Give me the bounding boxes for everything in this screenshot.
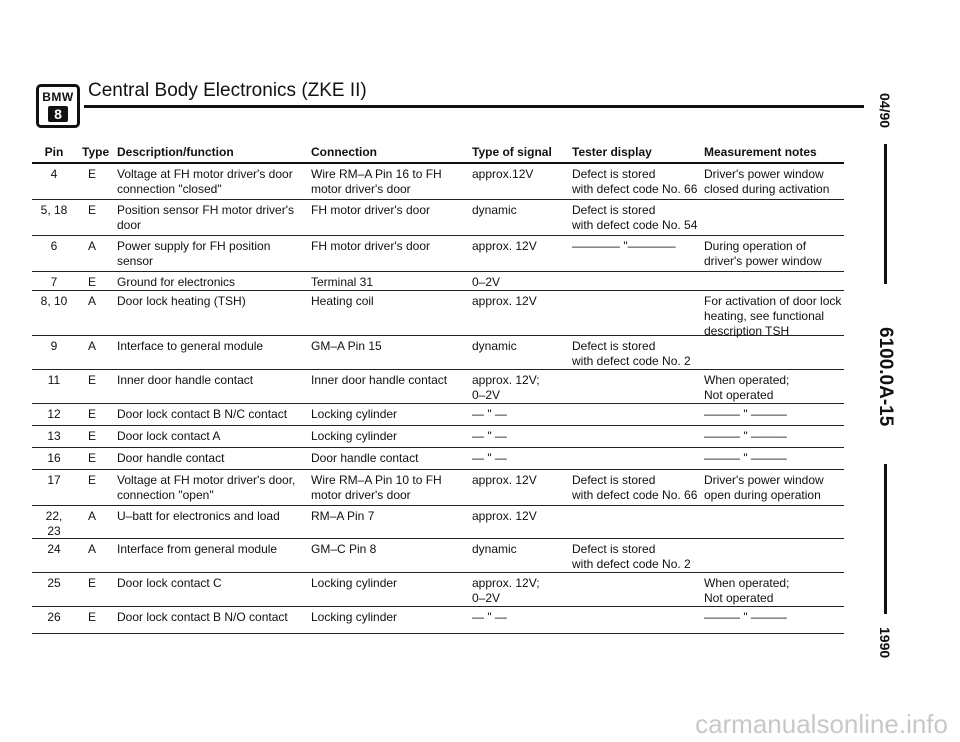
cell-line: 17 xyxy=(47,473,61,487)
connection-cell xyxy=(311,275,373,290)
column-header: Type of signal xyxy=(472,145,552,159)
connection-cell xyxy=(311,451,418,466)
cell-line: approx. 12V; xyxy=(472,576,540,590)
description-cell xyxy=(117,576,222,591)
type-cell: E xyxy=(87,275,96,289)
measurement-notes-cell xyxy=(704,167,829,197)
cell-line: Door lock heating (TSH) xyxy=(117,294,246,308)
type-cell: E xyxy=(87,610,96,624)
cell-line: connection "closed" xyxy=(117,182,222,196)
connection-cell xyxy=(311,429,397,444)
cell-line: During operation of xyxy=(704,239,807,253)
cell-line: Interface from general module xyxy=(117,542,278,556)
pin-cell xyxy=(32,294,76,309)
column-header: Connection xyxy=(311,145,377,159)
cell-line: When operated; xyxy=(704,576,790,590)
cell-line: Door lock contact B N/C contact xyxy=(117,407,288,421)
cell-line: 24 xyxy=(47,542,61,556)
cell-line: approx. 12V xyxy=(472,509,537,523)
signal-cell xyxy=(472,509,537,524)
table-row xyxy=(32,573,844,607)
cell-line: Inner door handle contact xyxy=(117,373,254,387)
pin-table xyxy=(32,142,844,634)
pin-cell xyxy=(32,576,76,591)
side-year: 1990 xyxy=(877,627,893,659)
cell-line: Wire RM–A Pin 16 to FH xyxy=(311,167,442,181)
cell-line: 8, 10 xyxy=(40,294,68,308)
cell-line: ——— " ——— xyxy=(704,407,787,421)
table-row xyxy=(32,506,844,539)
table-row xyxy=(32,336,844,370)
description-cell xyxy=(117,339,263,354)
pin-cell xyxy=(32,407,76,422)
cell-line: Not operated xyxy=(704,591,774,605)
column-header: Description/function xyxy=(117,145,234,159)
table-header xyxy=(32,142,844,164)
table-row xyxy=(32,607,844,634)
watermark: carmanualsonline.info xyxy=(695,709,948,739)
cell-line: ——— " ——— xyxy=(704,610,787,624)
measurement-notes-cell xyxy=(704,373,789,403)
type-cell: E xyxy=(87,451,96,465)
table-row xyxy=(32,448,844,470)
cell-line: Interface to general module xyxy=(117,339,264,353)
signal-cell xyxy=(472,451,507,466)
cell-line: driver's power window xyxy=(704,254,822,268)
cell-line: connection "open" xyxy=(117,488,214,502)
pin-cell xyxy=(32,275,76,290)
bmw-logo xyxy=(36,84,80,128)
cell-line: Heating coil xyxy=(311,294,374,308)
column-header: Measurement notes xyxy=(704,145,817,159)
cell-line: 25 xyxy=(47,576,61,590)
cell-line: with defect code No. 66 xyxy=(572,182,698,196)
cell-line: Voltage at FH motor driver's door, xyxy=(117,473,296,487)
pin-cell xyxy=(32,429,76,444)
signal-cell xyxy=(472,239,537,254)
signal-cell xyxy=(472,429,507,444)
type-cell: A xyxy=(87,294,96,308)
type-cell: A xyxy=(87,339,96,353)
cell-line: Door lock contact A xyxy=(117,429,221,443)
cell-line: 16 xyxy=(47,451,61,465)
cell-line: Door lock contact C xyxy=(117,576,222,590)
side-rule xyxy=(884,144,887,284)
cell-line: Door lock contact B N/O contact xyxy=(117,610,288,624)
cell-line: 7 xyxy=(50,275,58,289)
cell-line: ——— " ——— xyxy=(704,429,787,443)
cell-line: 23 xyxy=(47,524,61,538)
type-cell: E xyxy=(87,407,96,421)
measurement-notes-cell xyxy=(704,610,787,625)
cell-line: — " — xyxy=(472,407,507,421)
cell-line: FH motor driver's door xyxy=(311,239,430,253)
table-row xyxy=(32,470,844,506)
cell-line: Locking cylinder xyxy=(311,407,398,421)
measurement-notes-cell xyxy=(704,576,789,606)
connection-cell xyxy=(311,339,382,354)
description-cell xyxy=(117,203,294,233)
pin-cell xyxy=(32,473,76,488)
description-cell xyxy=(117,429,220,444)
cell-line: ———— "———— xyxy=(572,239,676,253)
description-cell xyxy=(117,509,280,524)
tester-display-cell xyxy=(572,473,697,503)
cell-line: 11 xyxy=(47,373,61,387)
cell-line: Locking cylinder xyxy=(311,429,398,443)
type-cell: E xyxy=(87,429,96,443)
signal-cell xyxy=(472,542,517,557)
cell-line: 13 xyxy=(47,429,61,443)
connection-cell xyxy=(311,294,374,309)
connection-cell xyxy=(311,373,447,388)
table-row xyxy=(32,426,844,448)
cell-line: Defect is stored xyxy=(572,339,656,353)
column-header: Tester display xyxy=(572,145,652,159)
cell-line: RM–A Pin 7 xyxy=(311,509,375,523)
cell-line: Defect is stored xyxy=(572,203,656,217)
cell-line: dynamic xyxy=(472,339,517,353)
tester-display-cell xyxy=(572,239,676,254)
cell-line: For activation of door lock xyxy=(704,294,842,308)
table-row xyxy=(32,200,844,236)
pin-cell xyxy=(32,203,76,218)
title-rule xyxy=(84,105,864,108)
cell-line: approx.12V xyxy=(472,167,534,181)
type-cell: E xyxy=(87,473,96,487)
cell-line: sensor xyxy=(117,254,154,268)
table-body xyxy=(32,164,844,634)
description-cell xyxy=(117,542,277,557)
pin-cell xyxy=(32,373,76,388)
pin-cell xyxy=(32,542,76,557)
side-rule xyxy=(884,464,887,614)
cell-line: description TSH xyxy=(704,324,790,338)
connection-cell xyxy=(311,407,397,422)
pin-cell xyxy=(32,509,76,539)
side-date: 04/90 xyxy=(877,93,893,129)
cell-line: Defect is stored xyxy=(572,473,656,487)
cell-line: dynamic xyxy=(472,542,517,556)
type-cell: E xyxy=(87,167,96,181)
signal-cell xyxy=(472,167,533,182)
measurement-notes-cell xyxy=(704,407,787,422)
cell-line: Inner door handle contact xyxy=(311,373,448,387)
cell-line: Power supply for FH position xyxy=(117,239,271,253)
cell-line: 9 xyxy=(50,339,58,353)
connection-cell xyxy=(311,576,397,591)
description-cell xyxy=(117,473,295,503)
cell-line: 26 xyxy=(47,610,61,624)
cell-line: 22, xyxy=(45,509,63,523)
cell-line: Driver's power window xyxy=(704,473,824,487)
cell-line: Voltage at FH motor driver's door xyxy=(117,167,293,181)
cell-line: Position sensor FH motor driver's xyxy=(117,203,295,217)
cell-line: Not operated xyxy=(704,388,774,402)
cell-line: 4 xyxy=(50,167,58,181)
pin-cell xyxy=(32,167,76,182)
cell-line: GM–C Pin 8 xyxy=(311,542,377,556)
description-cell xyxy=(117,239,270,269)
connection-cell xyxy=(311,509,374,524)
cell-line: 0–2V xyxy=(472,591,501,605)
cell-line: — " — xyxy=(472,610,507,624)
cell-line: ——— " ——— xyxy=(704,451,787,465)
type-cell: A xyxy=(87,542,96,556)
type-cell: E xyxy=(87,203,96,217)
table-row xyxy=(32,164,844,200)
cell-line: When operated; xyxy=(704,373,790,387)
cell-line: closed during activation xyxy=(704,182,830,196)
signal-cell xyxy=(472,610,507,625)
cell-line: with defect code No. 2 xyxy=(572,557,691,571)
tester-display-cell xyxy=(572,339,691,369)
cell-line: with defect code No. 2 xyxy=(572,354,691,368)
page-title: Central Body Electronics (ZKE II) xyxy=(88,80,367,101)
cell-line: with defect code No. 54 xyxy=(572,218,698,232)
connection-cell xyxy=(311,542,376,557)
measurement-notes-cell xyxy=(704,473,824,503)
description-cell xyxy=(117,294,246,309)
cell-line: approx. 12V xyxy=(472,239,537,253)
type-cell: E xyxy=(87,576,96,590)
cell-line: Ground for electronics xyxy=(117,275,236,289)
cell-line: U–batt for electronics and load xyxy=(117,509,280,523)
cell-line: motor driver's door xyxy=(311,182,411,196)
tester-display-cell xyxy=(572,542,691,572)
pin-cell xyxy=(32,610,76,625)
description-cell xyxy=(117,275,235,290)
signal-cell xyxy=(472,275,500,290)
table-row xyxy=(32,370,844,404)
signal-cell xyxy=(472,294,537,309)
cell-line: approx. 12V xyxy=(472,294,537,308)
side-code: 6100.0A-15 xyxy=(875,327,896,427)
cell-line: approx. 12V; xyxy=(472,373,540,387)
cell-line: Door handle contact xyxy=(117,451,225,465)
table-row xyxy=(32,272,844,291)
type-cell: A xyxy=(87,239,96,253)
cell-line: door xyxy=(117,218,142,232)
cell-line: 12 xyxy=(47,407,61,421)
cell-line: Locking cylinder xyxy=(311,576,398,590)
column-header: Type xyxy=(82,145,110,159)
column-header: Pin xyxy=(44,145,64,159)
signal-cell xyxy=(472,473,537,488)
signal-cell xyxy=(472,203,517,218)
pin-cell xyxy=(32,339,76,354)
cell-line: 0–2V xyxy=(472,388,501,402)
cell-line: Terminal 31 xyxy=(311,275,374,289)
cell-line: Door handle contact xyxy=(311,451,419,465)
cell-line: 0–2V xyxy=(472,275,501,289)
cell-line: — " — xyxy=(472,451,507,465)
type-cell: E xyxy=(87,373,96,387)
cell-line: Defect is stored xyxy=(572,167,656,181)
cell-line: Defect is stored xyxy=(572,542,656,556)
pin-cell xyxy=(32,239,76,254)
connection-cell xyxy=(311,167,442,197)
description-cell xyxy=(117,407,287,422)
cell-line: motor driver's door xyxy=(311,488,411,502)
signal-cell xyxy=(472,373,540,403)
tester-display-cell xyxy=(572,203,697,233)
logo-brand: BMW xyxy=(42,89,74,104)
description-cell xyxy=(117,451,224,466)
signal-cell xyxy=(472,407,507,422)
signal-cell xyxy=(472,339,517,354)
cell-line: Driver's power window xyxy=(704,167,824,181)
measurement-notes-cell xyxy=(704,429,787,444)
cell-line: — " — xyxy=(472,429,507,443)
measurement-notes-cell xyxy=(704,451,787,466)
cell-line: open during operation xyxy=(704,488,821,502)
cell-line: 5, 18 xyxy=(40,203,68,217)
measurement-notes-cell xyxy=(704,239,822,269)
cell-line: FH motor driver's door xyxy=(311,203,430,217)
table-row xyxy=(32,539,844,573)
cell-line: Wire RM–A Pin 10 to FH xyxy=(311,473,442,487)
table-row xyxy=(32,404,844,426)
signal-cell xyxy=(472,576,540,606)
table-row xyxy=(32,291,844,336)
connection-cell xyxy=(311,473,442,503)
cell-line: approx. 12V xyxy=(472,473,537,487)
cell-line: 6 xyxy=(50,239,58,253)
cell-line: GM–A Pin 15 xyxy=(311,339,382,353)
connection-cell xyxy=(311,610,397,625)
cell-line: with defect code No. 66 xyxy=(572,488,698,502)
tester-display-cell xyxy=(572,167,697,197)
description-cell xyxy=(117,167,293,197)
connection-cell xyxy=(311,203,430,218)
connection-cell xyxy=(311,239,430,254)
pin-cell xyxy=(32,451,76,466)
measurement-notes-cell xyxy=(704,294,841,339)
logo-series: 8 xyxy=(48,106,68,122)
cell-line: dynamic xyxy=(472,203,517,217)
table-row xyxy=(32,236,844,272)
description-cell xyxy=(117,373,253,388)
cell-line: Locking cylinder xyxy=(311,610,398,624)
type-cell: A xyxy=(87,509,96,523)
description-cell xyxy=(117,610,288,625)
side-margin xyxy=(870,84,900,674)
cell-line: heating, see functional xyxy=(704,309,825,323)
